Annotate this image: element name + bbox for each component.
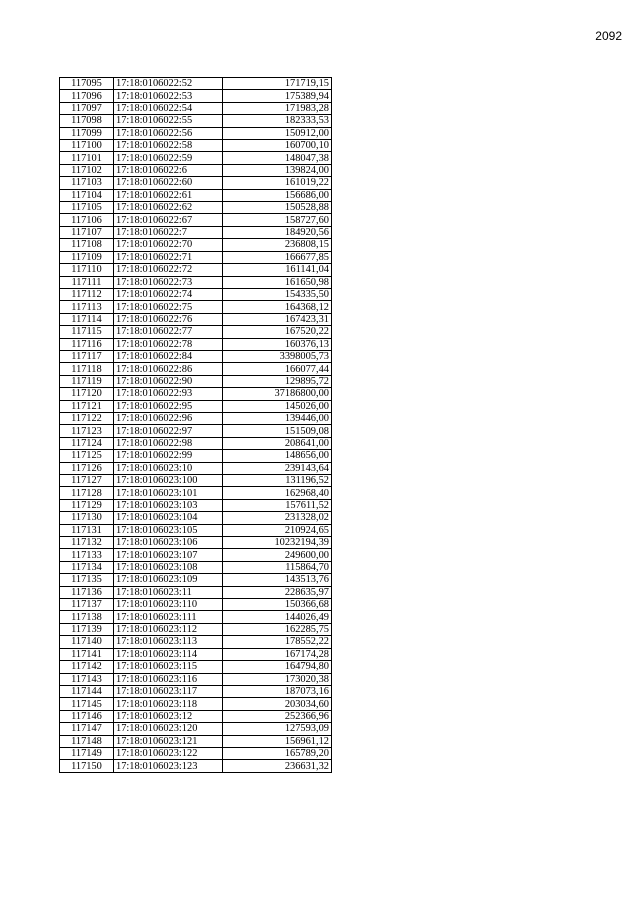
row-number-cell: 117117 [60, 350, 114, 362]
table-row [60, 661, 332, 673]
table-row [60, 326, 332, 338]
row-number-cell: 117126 [60, 462, 114, 474]
cadastral-number-cell: 17:18:0106022:56 [114, 127, 223, 139]
cadastral-number-cell: 17:18:0106023:11 [114, 586, 223, 598]
cadastral-value-cell: 210924,65 [223, 524, 332, 536]
cadastral-number-cell: 17:18:0106023:105 [114, 524, 223, 536]
table-row [60, 313, 332, 325]
table-row [60, 90, 332, 102]
cadastral-value-cell: 158727,60 [223, 214, 332, 226]
table-row [60, 611, 332, 623]
cadastral-value-cell: 167520,22 [223, 326, 332, 338]
cadastral-value-cell: 203034,60 [223, 698, 332, 710]
table-row [60, 512, 332, 524]
table-row [60, 226, 332, 238]
cadastral-number-cell: 17:18:0106022:95 [114, 400, 223, 412]
table-row [60, 437, 332, 449]
cadastral-number-cell: 17:18:0106022:98 [114, 437, 223, 449]
cadastral-number-cell: 17:18:0106022:86 [114, 363, 223, 375]
cadastral-value-cell: 148656,00 [223, 450, 332, 462]
table-row [60, 623, 332, 635]
table-row [60, 698, 332, 710]
page-number: 2092 [595, 29, 622, 43]
cadastral-number-cell: 17:18:0106022:55 [114, 115, 223, 127]
row-number-cell: 117136 [60, 586, 114, 598]
row-number-cell: 117133 [60, 549, 114, 561]
row-number-cell: 117144 [60, 685, 114, 697]
cadastral-value-cell: 164368,12 [223, 301, 332, 313]
row-number-cell: 117125 [60, 450, 114, 462]
row-number-cell: 117101 [60, 152, 114, 164]
cadastral-value-cell: 182333,53 [223, 115, 332, 127]
cadastral-value-cell: 154335,50 [223, 288, 332, 300]
cadastral-number-cell: 17:18:0106023:110 [114, 599, 223, 611]
cadastral-value-cell: 150912,00 [223, 127, 332, 139]
cadastral-value-cell: 171719,15 [223, 78, 332, 90]
row-number-cell: 117132 [60, 537, 114, 549]
row-number-cell: 117137 [60, 599, 114, 611]
table-row [60, 202, 332, 214]
cadastral-value-cell: 3398005,73 [223, 350, 332, 362]
cadastral-value-cell: 115864,70 [223, 561, 332, 573]
cadastral-value-cell: 167423,31 [223, 313, 332, 325]
cadastral-number-cell: 17:18:0106022:6 [114, 164, 223, 176]
table-row [60, 599, 332, 611]
cadastral-number-cell: 17:18:0106023:111 [114, 611, 223, 623]
row-number-cell: 117095 [60, 78, 114, 90]
row-number-cell: 117145 [60, 698, 114, 710]
row-number-cell: 117138 [60, 611, 114, 623]
cadastral-value-cell: 156686,00 [223, 189, 332, 201]
table-row [60, 537, 332, 549]
table-row [60, 747, 332, 759]
row-number-cell: 117102 [60, 164, 114, 176]
cadastral-value-cell: 231328,02 [223, 512, 332, 524]
cadastral-value-cell: 157611,52 [223, 499, 332, 511]
cadastral-value-cell: 178552,22 [223, 636, 332, 648]
table-row [60, 164, 332, 176]
table-row [60, 127, 332, 139]
cadastral-number-cell: 17:18:0106023:117 [114, 685, 223, 697]
row-number-cell: 117142 [60, 661, 114, 673]
table-row [60, 102, 332, 114]
cadastral-value-cell: 144026,49 [223, 611, 332, 623]
cadastral-number-cell: 17:18:0106023:106 [114, 537, 223, 549]
row-number-cell: 117105 [60, 202, 114, 214]
cadastral-value-cell: 161019,22 [223, 177, 332, 189]
table-row [60, 648, 332, 660]
cadastral-number-cell: 17:18:0106023:10 [114, 462, 223, 474]
table-row [60, 549, 332, 561]
table-row [60, 450, 332, 462]
cadastral-value-cell: 228635,97 [223, 586, 332, 598]
cadastral-value-cell: 160376,13 [223, 338, 332, 350]
cadastral-number-cell: 17:18:0106022:67 [114, 214, 223, 226]
row-number-cell: 117103 [60, 177, 114, 189]
cadastral-number-cell: 17:18:0106022:58 [114, 140, 223, 152]
cadastral-number-cell: 17:18:0106022:54 [114, 102, 223, 114]
row-number-cell: 117146 [60, 710, 114, 722]
table-row [60, 760, 332, 772]
table-row [60, 276, 332, 288]
row-number-cell: 117135 [60, 574, 114, 586]
table-row [60, 462, 332, 474]
row-number-cell: 117100 [60, 140, 114, 152]
cadastral-value-cell: 249600,00 [223, 549, 332, 561]
table-row [60, 499, 332, 511]
cadastral-number-cell: 17:18:0106023:120 [114, 723, 223, 735]
cadastral-value-cell: 236631,32 [223, 760, 332, 772]
table-row [60, 723, 332, 735]
row-number-cell: 117099 [60, 127, 114, 139]
table-row [60, 301, 332, 313]
cadastral-value-cell: 139446,00 [223, 412, 332, 424]
table-row [60, 636, 332, 648]
cadastral-number-cell: 17:18:0106022:59 [114, 152, 223, 164]
row-number-cell: 117110 [60, 264, 114, 276]
row-number-cell: 117141 [60, 648, 114, 660]
table-row [60, 214, 332, 226]
table-row [60, 412, 332, 424]
table-row [60, 685, 332, 697]
cadastral-number-cell: 17:18:0106023:112 [114, 623, 223, 635]
cadastral-value-cell: 150528,88 [223, 202, 332, 214]
row-number-cell: 117098 [60, 115, 114, 127]
cadastral-number-cell: 17:18:0106022:76 [114, 313, 223, 325]
cadastral-value-cell: 162285,75 [223, 623, 332, 635]
row-number-cell: 117124 [60, 437, 114, 449]
row-number-cell: 117123 [60, 425, 114, 437]
table-row [60, 487, 332, 499]
row-number-cell: 117149 [60, 747, 114, 759]
cadastral-value-cell: 166077,44 [223, 363, 332, 375]
cadastral-number-cell: 17:18:0106023:122 [114, 747, 223, 759]
cadastral-value-cell: 145026,00 [223, 400, 332, 412]
row-number-cell: 117109 [60, 251, 114, 263]
row-number-cell: 117121 [60, 400, 114, 412]
cadastral-number-cell: 17:18:0106022:62 [114, 202, 223, 214]
row-number-cell: 117128 [60, 487, 114, 499]
table-row [60, 524, 332, 536]
table-row [60, 375, 332, 387]
cadastral-value-cell: 143513,76 [223, 574, 332, 586]
cadastral-value-cell: 173020,38 [223, 673, 332, 685]
row-number-cell: 117120 [60, 388, 114, 400]
cadastral-number-cell: 17:18:0106023:12 [114, 710, 223, 722]
cadastral-number-cell: 17:18:0106023:109 [114, 574, 223, 586]
row-number-cell: 117129 [60, 499, 114, 511]
cadastral-value-cell: 166677,85 [223, 251, 332, 263]
row-number-cell: 117150 [60, 760, 114, 772]
cadastral-number-cell: 17:18:0106022:74 [114, 288, 223, 300]
row-number-cell: 117107 [60, 226, 114, 238]
row-number-cell: 117147 [60, 723, 114, 735]
row-number-cell: 117097 [60, 102, 114, 114]
row-number-cell: 117134 [60, 561, 114, 573]
cadastral-value-cell: 139824,00 [223, 164, 332, 176]
cadastral-number-cell: 17:18:0106022:93 [114, 388, 223, 400]
row-number-cell: 117112 [60, 288, 114, 300]
table-row [60, 338, 332, 350]
row-number-cell: 117106 [60, 214, 114, 226]
table-row [60, 140, 332, 152]
table-row [60, 673, 332, 685]
cadastral-value-cell: 239143,64 [223, 462, 332, 474]
row-number-cell: 117139 [60, 623, 114, 635]
table-row [60, 388, 332, 400]
cadastral-value-cell: 162968,40 [223, 487, 332, 499]
row-number-cell: 117104 [60, 189, 114, 201]
cadastral-number-cell: 17:18:0106022:52 [114, 78, 223, 90]
table-row [60, 152, 332, 164]
cadastral-number-cell: 17:18:0106022:75 [114, 301, 223, 313]
table-row [60, 425, 332, 437]
cadastral-value-cell: 167174,28 [223, 648, 332, 660]
row-number-cell: 117140 [60, 636, 114, 648]
table-row [60, 239, 332, 251]
row-number-cell: 117115 [60, 326, 114, 338]
cadastral-value-cell: 236808,15 [223, 239, 332, 251]
cadastral-value-cell: 161650,98 [223, 276, 332, 288]
cadastral-number-cell: 17:18:0106022:61 [114, 189, 223, 201]
cadastral-number-cell: 17:18:0106022:78 [114, 338, 223, 350]
row-number-cell: 117108 [60, 239, 114, 251]
row-number-cell: 117131 [60, 524, 114, 536]
table-row [60, 251, 332, 263]
cadastral-number-cell: 17:18:0106023:100 [114, 475, 223, 487]
row-number-cell: 117119 [60, 375, 114, 387]
cadastral-value-cell: 208641,00 [223, 437, 332, 449]
cadastral-value-cell: 129895,72 [223, 375, 332, 387]
cadastral-number-cell: 17:18:0106022:71 [114, 251, 223, 263]
cadastral-value-cell: 150366,68 [223, 599, 332, 611]
table-row [60, 189, 332, 201]
table-row [60, 115, 332, 127]
cadastral-number-cell: 17:18:0106023:113 [114, 636, 223, 648]
row-number-cell: 117143 [60, 673, 114, 685]
cadastral-value-cell: 164794,80 [223, 661, 332, 673]
cadastral-number-cell: 17:18:0106022:53 [114, 90, 223, 102]
row-number-cell: 117118 [60, 363, 114, 375]
cadastral-number-cell: 17:18:0106022:70 [114, 239, 223, 251]
cadastral-value-cell: 160700,10 [223, 140, 332, 152]
cadastral-number-cell: 17:18:0106023:115 [114, 661, 223, 673]
table-body [60, 78, 332, 773]
cadastral-number-cell: 17:18:0106023:121 [114, 735, 223, 747]
cadastral-value-cell: 156961,12 [223, 735, 332, 747]
cadastral-value-cell: 10232194,39 [223, 537, 332, 549]
cadastral-number-cell: 17:18:0106023:108 [114, 561, 223, 573]
cadastral-value-cell: 127593,09 [223, 723, 332, 735]
table-row [60, 586, 332, 598]
cadastral-value-cell: 148047,38 [223, 152, 332, 164]
cadastral-value-cell: 187073,16 [223, 685, 332, 697]
row-number-cell: 117148 [60, 735, 114, 747]
cadastral-number-cell: 17:18:0106023:103 [114, 499, 223, 511]
cadastral-number-cell: 17:18:0106023:118 [114, 698, 223, 710]
cadastral-number-cell: 17:18:0106023:123 [114, 760, 223, 772]
cadastral-number-cell: 17:18:0106022:72 [114, 264, 223, 276]
cadastral-number-cell: 17:18:0106023:107 [114, 549, 223, 561]
cadastral-value-table [59, 77, 332, 773]
cadastral-value-cell: 37186800,00 [223, 388, 332, 400]
cadastral-value-cell: 184920,56 [223, 226, 332, 238]
cadastral-number-cell: 17:18:0106022:73 [114, 276, 223, 288]
cadastral-number-cell: 17:18:0106022:97 [114, 425, 223, 437]
cadastral-number-cell: 17:18:0106022:84 [114, 350, 223, 362]
cadastral-number-cell: 17:18:0106022:7 [114, 226, 223, 238]
table-row [60, 561, 332, 573]
cadastral-number-cell: 17:18:0106023:101 [114, 487, 223, 499]
table-row [60, 78, 332, 90]
row-number-cell: 117130 [60, 512, 114, 524]
cadastral-number-cell: 17:18:0106023:116 [114, 673, 223, 685]
table-row [60, 288, 332, 300]
table-row [60, 363, 332, 375]
cadastral-value-cell: 175389,94 [223, 90, 332, 102]
row-number-cell: 117116 [60, 338, 114, 350]
cadastral-value-cell: 165789,20 [223, 747, 332, 759]
cadastral-number-cell: 17:18:0106022:99 [114, 450, 223, 462]
table-row [60, 400, 332, 412]
cadastral-value-cell: 151509,08 [223, 425, 332, 437]
cadastral-number-cell: 17:18:0106023:104 [114, 512, 223, 524]
row-number-cell: 117113 [60, 301, 114, 313]
row-number-cell: 117096 [60, 90, 114, 102]
table-row [60, 264, 332, 276]
cadastral-value-cell: 161141,04 [223, 264, 332, 276]
cadastral-number-cell: 17:18:0106022:60 [114, 177, 223, 189]
cadastral-number-cell: 17:18:0106022:96 [114, 412, 223, 424]
table-row [60, 475, 332, 487]
cadastral-number-cell: 17:18:0106022:77 [114, 326, 223, 338]
row-number-cell: 117127 [60, 475, 114, 487]
cadastral-number-cell: 17:18:0106023:114 [114, 648, 223, 660]
row-number-cell: 117122 [60, 412, 114, 424]
row-number-cell: 117114 [60, 313, 114, 325]
cadastral-number-cell: 17:18:0106022:90 [114, 375, 223, 387]
cadastral-value-cell: 171983,28 [223, 102, 332, 114]
cadastral-value-cell: 131196,52 [223, 475, 332, 487]
row-number-cell: 117111 [60, 276, 114, 288]
table-row [60, 574, 332, 586]
table-row [60, 710, 332, 722]
table-row [60, 177, 332, 189]
cadastral-value-cell: 252366,96 [223, 710, 332, 722]
table-row [60, 350, 332, 362]
table-row [60, 735, 332, 747]
